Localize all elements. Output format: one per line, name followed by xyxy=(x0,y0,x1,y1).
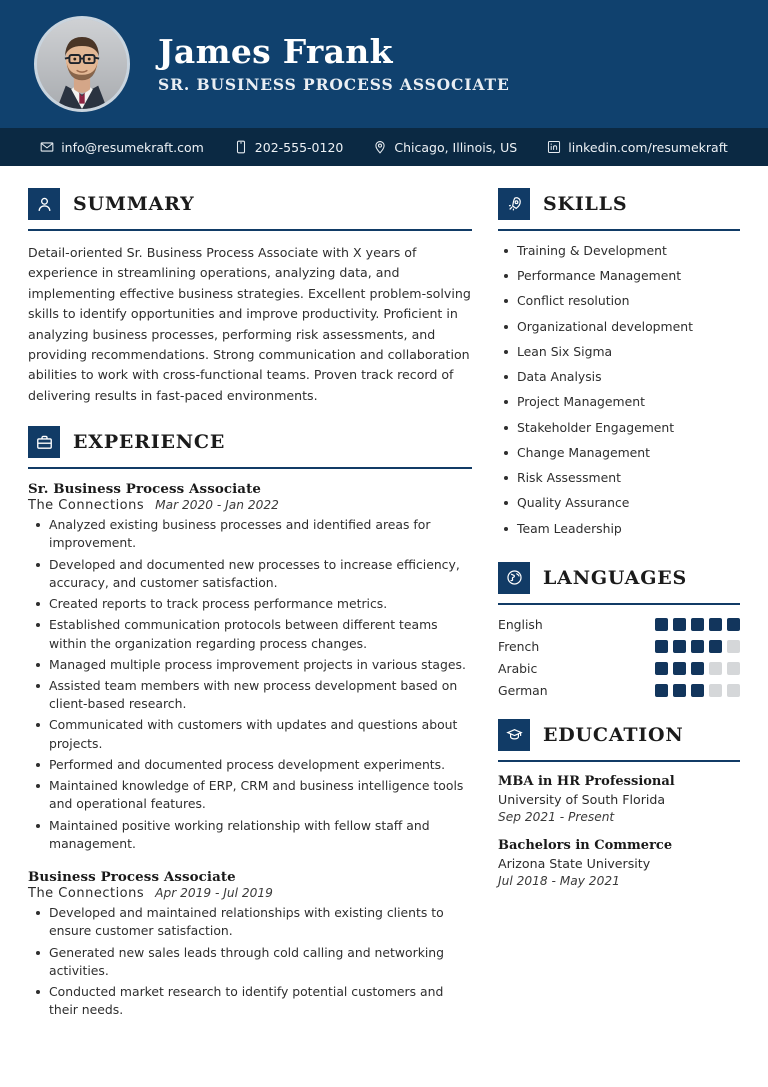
language-name: English xyxy=(498,616,543,632)
mobile-phone-icon xyxy=(234,140,248,154)
languages-rule xyxy=(498,603,740,605)
skills-rule xyxy=(498,229,740,231)
list-item: Risk Assessment xyxy=(498,470,740,487)
level-dot-empty xyxy=(727,684,740,697)
level-dot-filled xyxy=(673,684,686,697)
spacer xyxy=(498,546,740,562)
envelope-icon xyxy=(40,140,54,154)
language-name: German xyxy=(498,682,548,698)
language-name: French xyxy=(498,638,540,654)
list-item: Conducted market research to identify potential customers and their needs. xyxy=(28,983,472,1019)
list-item: Maintained knowledge of ERP, CRM and business intelligence tools and operational features. xyxy=(28,777,472,813)
language-level xyxy=(655,684,740,697)
list-item: Team Leadership xyxy=(498,521,740,538)
contact-linkedin-text: linkedin.com/resumekraft xyxy=(568,139,728,155)
summary-text: Detail-oriented Sr. Business Process Associate with X years of experience in streamlining operations, analyzing data, and implementing effective business strategies. Excellent problem-solving skills to identify opportunities and improve productivity. Proficient in analyzing business processes, performing risk assessments, and providing recommendations. Strong communication and collaboration abilities to work with cross-functional teams. Proven track record of delivering results in fast-paced environments. xyxy=(28,245,471,403)
list-item: Project Management xyxy=(498,394,740,411)
spacer xyxy=(498,705,740,719)
list-item: Created reports to track process performance metrics. xyxy=(28,595,472,613)
right-column xyxy=(498,188,740,1036)
list-item: Developed and maintained relationships with existing clients to ensure customer satisfaction. xyxy=(28,904,472,940)
languages-heading xyxy=(498,562,740,594)
level-dot-filled xyxy=(655,618,668,631)
level-dot-filled xyxy=(691,640,704,653)
graduation-cap-icon xyxy=(498,719,530,751)
list-item: Performed and documented process development experiments. xyxy=(28,756,472,774)
level-dot-filled xyxy=(709,618,722,631)
skills-title: SKILLS xyxy=(543,193,628,215)
list-item: Established communication protocols between different teams within the organization regarding process changes. xyxy=(28,616,472,652)
experience-dates: Mar 2020 - Jan 2022 xyxy=(155,498,279,513)
level-dot-empty xyxy=(709,684,722,697)
experience-role: Sr. Business Process Associate xyxy=(28,481,261,498)
list-item: Organizational development xyxy=(498,319,740,336)
list-item: Training & Development xyxy=(498,243,740,260)
level-dot-filled xyxy=(727,618,740,631)
summary-title: SUMMARY xyxy=(73,193,195,215)
level-dot-filled xyxy=(691,684,704,697)
experience-company: The Connections xyxy=(28,886,145,902)
skills-list xyxy=(498,243,740,537)
experience-meta xyxy=(28,886,472,901)
summary-heading xyxy=(28,188,472,220)
language-row xyxy=(498,617,740,632)
contact-bar xyxy=(0,128,768,166)
level-dot-filled xyxy=(673,640,686,653)
section-education xyxy=(498,719,740,889)
name-block xyxy=(158,31,510,95)
list-item: Lean Six Sigma xyxy=(498,344,740,361)
languages-title: LANGUAGES xyxy=(543,566,688,589)
list-item: Communicated with customers with updates and questions about projects. xyxy=(28,716,472,752)
list-item: Change Management xyxy=(498,445,740,462)
education-dates: Sep 2021 - Present xyxy=(498,810,615,825)
language-level xyxy=(655,662,740,675)
globe-icon xyxy=(498,562,530,594)
experience-heading xyxy=(28,426,472,458)
level-dot-filled xyxy=(709,640,722,653)
education-dates: Jul 2018 - May 2021 xyxy=(498,874,620,889)
contact-location[interactable] xyxy=(373,140,517,155)
education-heading xyxy=(498,719,740,751)
education-item xyxy=(498,838,740,888)
level-dot-filled xyxy=(673,618,686,631)
experience-meta xyxy=(28,498,472,513)
resume-header xyxy=(0,0,768,128)
resume-body xyxy=(0,166,768,1036)
contact-phone[interactable] xyxy=(234,140,344,155)
level-dot-filled xyxy=(655,662,668,675)
education-title: EDUCATION xyxy=(543,723,684,746)
education-item xyxy=(498,774,740,824)
level-dot-filled xyxy=(691,662,704,675)
language-row xyxy=(498,639,740,654)
list-item: Generated new sales leads through cold calling and networking activities. xyxy=(28,944,472,980)
language-level xyxy=(655,640,740,653)
level-dot-filled xyxy=(673,662,686,675)
map-pin-icon xyxy=(373,140,387,154)
experience-role: Business Process Associate xyxy=(28,869,236,886)
job-title: SR. BUSINESS PROCESS ASSOCIATE xyxy=(158,75,510,95)
left-column xyxy=(28,188,472,1036)
language-name: Arabic xyxy=(498,660,538,676)
experience-company: The Connections xyxy=(28,498,145,514)
briefcase-icon xyxy=(28,426,60,458)
list-item: Assisted team members with new process development based on client-based research. xyxy=(28,677,472,713)
page-title: James Frank xyxy=(158,31,393,71)
contact-location-text: Chicago, Illinois, US xyxy=(394,139,518,155)
person-icon xyxy=(28,188,60,220)
list-item: Analyzed existing business processes and identified areas for improvement. xyxy=(28,516,472,552)
level-dot-filled xyxy=(655,684,668,697)
level-dot-filled xyxy=(691,618,704,631)
education-rule xyxy=(498,760,740,762)
skills-heading xyxy=(498,188,740,220)
list-item: Conflict resolution xyxy=(498,293,740,310)
list-item: Data Analysis xyxy=(498,369,740,386)
level-dot-empty xyxy=(727,662,740,675)
section-skills xyxy=(498,188,740,537)
education-school: Arizona State University xyxy=(498,855,651,871)
language-row xyxy=(498,683,740,698)
section-experience xyxy=(28,426,472,1019)
experience-bullets xyxy=(28,904,472,1019)
summary-rule xyxy=(28,229,472,231)
contact-linkedin[interactable] xyxy=(547,140,728,155)
education-school: University of South Florida xyxy=(498,791,666,807)
section-languages xyxy=(498,562,740,698)
language-level xyxy=(655,618,740,631)
level-dot-filled xyxy=(655,640,668,653)
experience-item xyxy=(28,869,472,1019)
profile-photo-icon xyxy=(37,19,127,109)
contact-email-text: info@resumekraft.com xyxy=(61,139,204,155)
linkedin-icon xyxy=(547,140,561,154)
education-degree: MBA in HR Professional xyxy=(498,773,675,789)
experience-dates: Apr 2019 - Jul 2019 xyxy=(155,886,273,901)
experience-bullets xyxy=(28,516,472,853)
rocket-icon xyxy=(498,188,530,220)
list-item: Managed multiple process improvement projects in various stages. xyxy=(28,656,472,674)
list-item: Performance Management xyxy=(498,268,740,285)
experience-title: EXPERIENCE xyxy=(73,431,226,454)
level-dot-empty xyxy=(709,662,722,675)
list-item: Stakeholder Engagement xyxy=(498,420,740,437)
education-degree: Bachelors in Commerce xyxy=(498,838,673,854)
experience-rule xyxy=(28,467,472,469)
language-row xyxy=(498,661,740,676)
contact-phone-text: 202-555-0120 xyxy=(254,139,344,155)
list-item: Quality Assurance xyxy=(498,495,740,512)
section-summary xyxy=(28,188,472,406)
list-item: Developed and documented new processes to increase efficiency, accuracy, and customer satisfaction. xyxy=(28,556,472,592)
contact-email[interactable] xyxy=(40,140,204,155)
avatar xyxy=(34,16,130,112)
experience-item xyxy=(28,481,472,853)
level-dot-empty xyxy=(727,640,740,653)
list-item: Maintained positive working relationship with fellow staff and management. xyxy=(28,817,472,853)
